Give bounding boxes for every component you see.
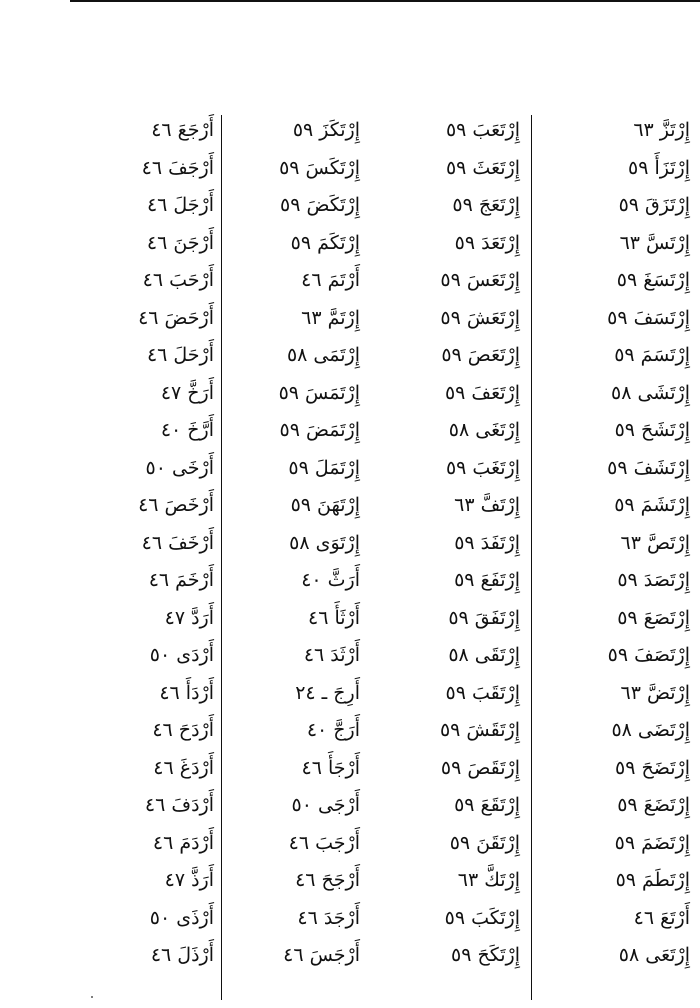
entry: أَرْحَضَ ٤٦ xyxy=(138,306,214,329)
entry: أَرْخَمَ ٤٦ xyxy=(148,569,214,591)
entry: إِرْتَعَجَ ٥٩ xyxy=(452,194,520,216)
entry: إِرْتَكَحَ ٥٩ xyxy=(451,944,520,966)
entry: إِرْتَقَشَ ٥٩ xyxy=(439,719,520,741)
entry: أَرْحَبَ ٤٦ xyxy=(142,269,214,291)
entry: إِرْتَوَى ٥٨ xyxy=(289,531,360,554)
entry: إِرْتَقَى ٥٨ xyxy=(448,644,520,666)
entry: إِرْتَفَعَ ٥٩ xyxy=(454,569,520,591)
entry: إِرْتَكَسَ ٥٩ xyxy=(279,156,360,179)
entry: إِرْتَصَّ ٦٣ xyxy=(620,531,690,554)
column-divider-1 xyxy=(531,115,532,1000)
entry: أَرَخَّ ٤٧ xyxy=(160,381,214,404)
entry: إِرْتَزَأَ ٥٩ xyxy=(628,156,690,179)
entry: إِرْتَسَفَ ٥٩ xyxy=(607,306,690,329)
entry: إِرْتَضَمَ ٥٩ xyxy=(614,831,690,854)
entry: أَرَجَّ ٤٠ xyxy=(306,719,360,741)
entry: أَرْجَفَ ٤٦ xyxy=(141,156,214,179)
entry: أَرْجَأَ ٤٦ xyxy=(301,756,360,779)
entry: إِرْتَمَى ٥٨ xyxy=(286,344,360,366)
entry: إِرْتَسَّ ٦٣ xyxy=(619,231,690,254)
entry: إِرْتَقَبَ ٥٩ xyxy=(445,681,520,704)
entry: إِرْتَمَّ ٦٣ xyxy=(301,306,360,329)
entry: إِرْتَمَلَ ٥٩ xyxy=(288,456,360,479)
entry: إِرْتَكَّ ٦٣ xyxy=(457,869,520,891)
entry: أَرْخَصَ ٤٦ xyxy=(138,494,214,516)
entry: إِرْتَسَغَ ٥٩ xyxy=(616,269,690,291)
entry: أَرْثَأَ ٤٦ xyxy=(308,606,360,629)
entry: إِرْتَغَى ٥٨ xyxy=(448,419,520,441)
entry: أَرْدَفَ ٤٦ xyxy=(144,794,214,816)
entry: أَرْثَدَ ٤٦ xyxy=(303,644,360,666)
entry: أَرْجَحَ ٤٦ xyxy=(295,869,360,891)
entry: أَرْخَى ٥٠ xyxy=(145,456,214,479)
column-4 xyxy=(40,106,214,1001)
entry: إِرْتَسَمَ ٥٩ xyxy=(614,344,690,366)
entry: إِرْتَشَفَ ٥٩ xyxy=(607,456,690,479)
entry: إِرْتَزَّ ٦٣ xyxy=(633,119,690,141)
entry: أَرْجَى ٥٠ xyxy=(291,794,360,816)
entry: أَرْدَمَ ٤٦ xyxy=(152,831,214,854)
entry: أَرْذَلَ ٤٦ xyxy=(150,944,214,966)
entry: إِرْتَعَسَ ٥٩ xyxy=(440,269,520,291)
entry: أَرْجَعَ ٤٦ xyxy=(151,119,214,141)
entry: إِرْتَضَى ٥٨ xyxy=(611,719,690,741)
entry: أَرْتَعَ ٤٦ xyxy=(633,906,690,929)
entry: أَرْجَدَ ٤٦ xyxy=(297,906,360,929)
entry: إِرْتَشَى ٥٨ xyxy=(611,381,690,404)
entry: إِرْتَقَعَ ٥٩ xyxy=(454,794,520,816)
entry: إِرْتَزَقَ ٥٩ xyxy=(618,194,690,216)
entry: إِرْتَمَضَ ٥٩ xyxy=(279,419,360,441)
entry: إِرْتَفَقَ ٥٩ xyxy=(448,606,520,629)
stray-dot xyxy=(91,996,93,998)
entry: إِرْتَكَبَ ٥٩ xyxy=(444,906,520,929)
entry: أَرْجَنَ ٤٦ xyxy=(146,231,214,254)
entry: إِرْتَصَدَ ٥٩ xyxy=(617,569,690,591)
entry: أَرَّخَ ٤٠ xyxy=(160,419,214,441)
entry: أَرَثَّ ٤٠ xyxy=(301,569,360,591)
entry: إِرْتَضَعَ ٥٩ xyxy=(617,794,690,816)
entry: أَرَذَّ ٤٧ xyxy=(164,869,214,891)
entry: إِرْتَعَى ٥٨ xyxy=(618,944,690,966)
entry: أَرْدَى ٥٠ xyxy=(149,644,214,666)
entry: إِرْتَعَفَ ٥٩ xyxy=(444,381,520,404)
column-divider-2 xyxy=(221,115,222,1000)
entry: أَرْدَأَ ٤٦ xyxy=(159,681,214,704)
entry: إِرْتَعَصَ ٥٩ xyxy=(441,344,520,366)
entry: إِرْتَصَعَ ٥٩ xyxy=(617,606,690,629)
entry: إِرْتَقَصَ ٥٩ xyxy=(440,756,520,779)
entry: إِرْتَشَحَ ٥٩ xyxy=(614,419,690,441)
entry: إِرْتَغَبَ ٥٩ xyxy=(445,456,520,479)
entry: إِرْتَقَنَ ٥٩ xyxy=(449,831,520,854)
entry: إِرْتَشَمَ ٥٩ xyxy=(614,494,690,516)
entry: إِرْتَكَضَ ٥٩ xyxy=(280,194,360,216)
entry: أَرْذَى ٥٠ xyxy=(149,906,214,929)
entry: أَرْحَلَ ٤٦ xyxy=(146,344,214,366)
entry: أَرْخَفَ ٤٦ xyxy=(141,531,214,554)
entry: أَرْتَمَ ٤٦ xyxy=(301,269,360,291)
entry: إِرْتَعَدَ ٥٩ xyxy=(454,231,520,254)
entry: أَرْجَبَ ٤٦ xyxy=(288,831,360,854)
entry: إِرْتَهَنَ ٥٩ xyxy=(290,494,360,516)
entry: أَرِجَ ـ ٢٤ xyxy=(295,681,360,704)
entry: إِرْتَكَزَ ٥٩ xyxy=(292,119,360,141)
entry: إِرْتَعَبَ ٥٩ xyxy=(445,119,520,141)
entry: إِرْتَصَفَ ٥٩ xyxy=(607,644,690,666)
entry: إِرْتَمَسَ ٥٩ xyxy=(278,381,360,404)
column-3 xyxy=(200,106,360,1001)
entry: إِرْتَعَشَ ٥٩ xyxy=(440,306,520,329)
entry: إِرْتَفَّ ٦٣ xyxy=(454,494,520,516)
column-1 xyxy=(540,106,690,1001)
entry: إِرْتَضَّ ٦٣ xyxy=(620,681,690,704)
entry: إِرْتَفَدَ ٥٩ xyxy=(454,531,520,554)
column-2 xyxy=(360,106,520,1001)
entry: أَرْجَسَ ٤٦ xyxy=(283,944,360,966)
entry: أَرَدَّ ٤٧ xyxy=(164,606,214,629)
entry: إِرْتَطَمَ ٥٩ xyxy=(615,869,690,891)
top-rule xyxy=(70,0,700,2)
entry: أَرْدَغَ ٤٦ xyxy=(153,756,214,779)
entry: إِرْتَعَثَ ٥٩ xyxy=(445,156,520,179)
entry: أَرْجَلَ ٤٦ xyxy=(146,194,214,216)
entry: إِرْتَكَمَ ٥٩ xyxy=(290,231,360,254)
entry: أَرْدَحَ ٤٦ xyxy=(152,719,214,741)
entry: إِرْتَضَحَ ٥٩ xyxy=(615,756,690,779)
